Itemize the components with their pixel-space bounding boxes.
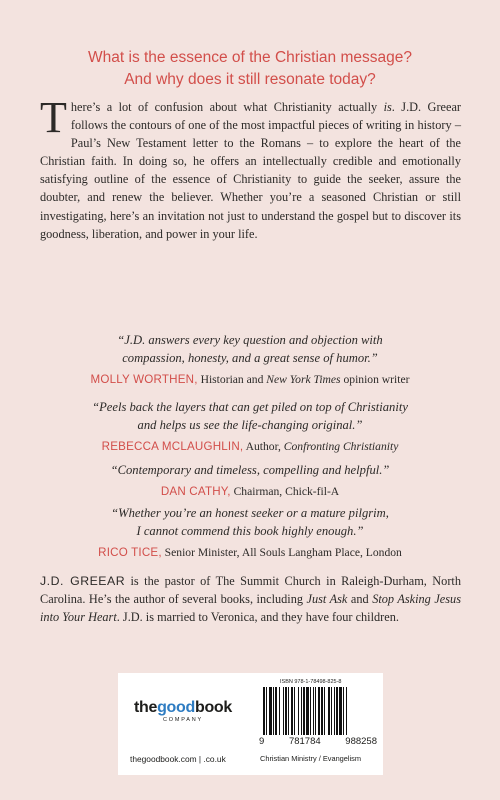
endorser-name: DAN CATHY, [160,485,231,498]
quote-line: “J.D. answers every key question and objection with [117,333,383,347]
quote-line: “Whether you’re an honest seeker or a mature pilgrim, [111,506,389,520]
barcode-digit-group: 988258 [345,736,377,747]
endorser-name: REBECCA MCLAUGHLIN, [101,440,244,453]
quote-line: “Contemporary and timeless, compelling and helpful.” [110,463,390,477]
endorsement-attribution [40,439,460,455]
endorsement-1 [40,331,460,388]
endorsement-quote [40,398,460,434]
endorser-role: Author, Confronting Christianity [245,440,399,453]
quote-line: “Peels back the layers that can get piled on top of Christianity [92,400,408,414]
publisher-logo: thegoodbook COMPANY [128,699,238,723]
endorsement-3 [40,461,460,500]
publisher-panel [118,673,383,775]
endorser-name: RICO TICE, [98,546,162,559]
description-part-2: . J.D. Greear follows the contours of one of the most impactful pieces of writing in history – Paul’s New Testament letter to the Romans – to explore the heart of the Christian faith. In doing so, he offers an intellectually credible and emotionally satisfying outline of the essence of Christianity to guide the seeker, assure the doubter, and renew the believer. Whether you’re a seasoned Christian or still investigating, here’s an invitation not just to understand the gospel but to discover its goodness, liberation, and power in your life. [40,100,462,241]
headline-line-1: What is the essence of the Christian message? [88,49,412,66]
bio-text: is the pastor of The Summit Church in Raleigh-Durham, North Carolina. He’s the author of several books, including [40,574,461,607]
headline-line-2: And why does it still resonate today? [124,71,376,88]
headline [40,47,460,91]
endorsement-attribution [40,372,460,388]
quote-line: I cannot commend this book highly enough.” [136,524,364,538]
endorsement-2 [40,398,460,455]
barcode-digit-group: 9 [259,736,265,747]
bio-book-title: Stop Asking Jesus into Your Heart [40,592,461,625]
description-part-1: here’s a lot of confusion about what Christianity actually [70,100,384,114]
author-name: J.D. GREEAR [40,574,126,588]
endorsement-4 [40,504,460,561]
barcode-digit-group: 781784 [288,736,321,747]
publisher-website[interactable]: thegoodbook.com | .co.uk [130,754,226,764]
isbn-label: ISBN 978-1-78498-825-8 [280,679,342,685]
drop-cap: T [40,93,67,142]
endorser-role: Historian and New York Times opinion writer [200,373,410,386]
quote-line: compassion, honesty, and a great sense of humor.” [122,351,378,365]
bio-text: . J.D. is married to Veronica, and they have four children. [116,610,399,625]
author-bio [40,572,461,626]
description-italic-is: is [383,100,392,114]
book-category: Christian Ministry / Evangelism [260,754,362,763]
barcode-icon [259,687,377,737]
bio-text: and [347,592,373,607]
endorsement-attribution [40,484,460,500]
endorsement-quote [40,331,460,367]
barcode-digits [259,736,377,747]
book-description [40,93,462,243]
endorsement-attribution [40,545,460,561]
endorser-name: MOLLY WORTHEN, [90,373,198,386]
endorsement-quote [40,504,460,540]
endorsement-quote [40,461,460,479]
endorser-role: Chairman, Chick-fil-A [233,485,340,498]
endorser-role: Senior Minister, All Souls Langham Place, London [164,546,402,559]
bio-book-title: Just Ask [306,592,348,607]
quote-line: and helps us see the life-changing original.” [137,418,363,432]
logo-company-text: COMPANY [162,717,203,723]
